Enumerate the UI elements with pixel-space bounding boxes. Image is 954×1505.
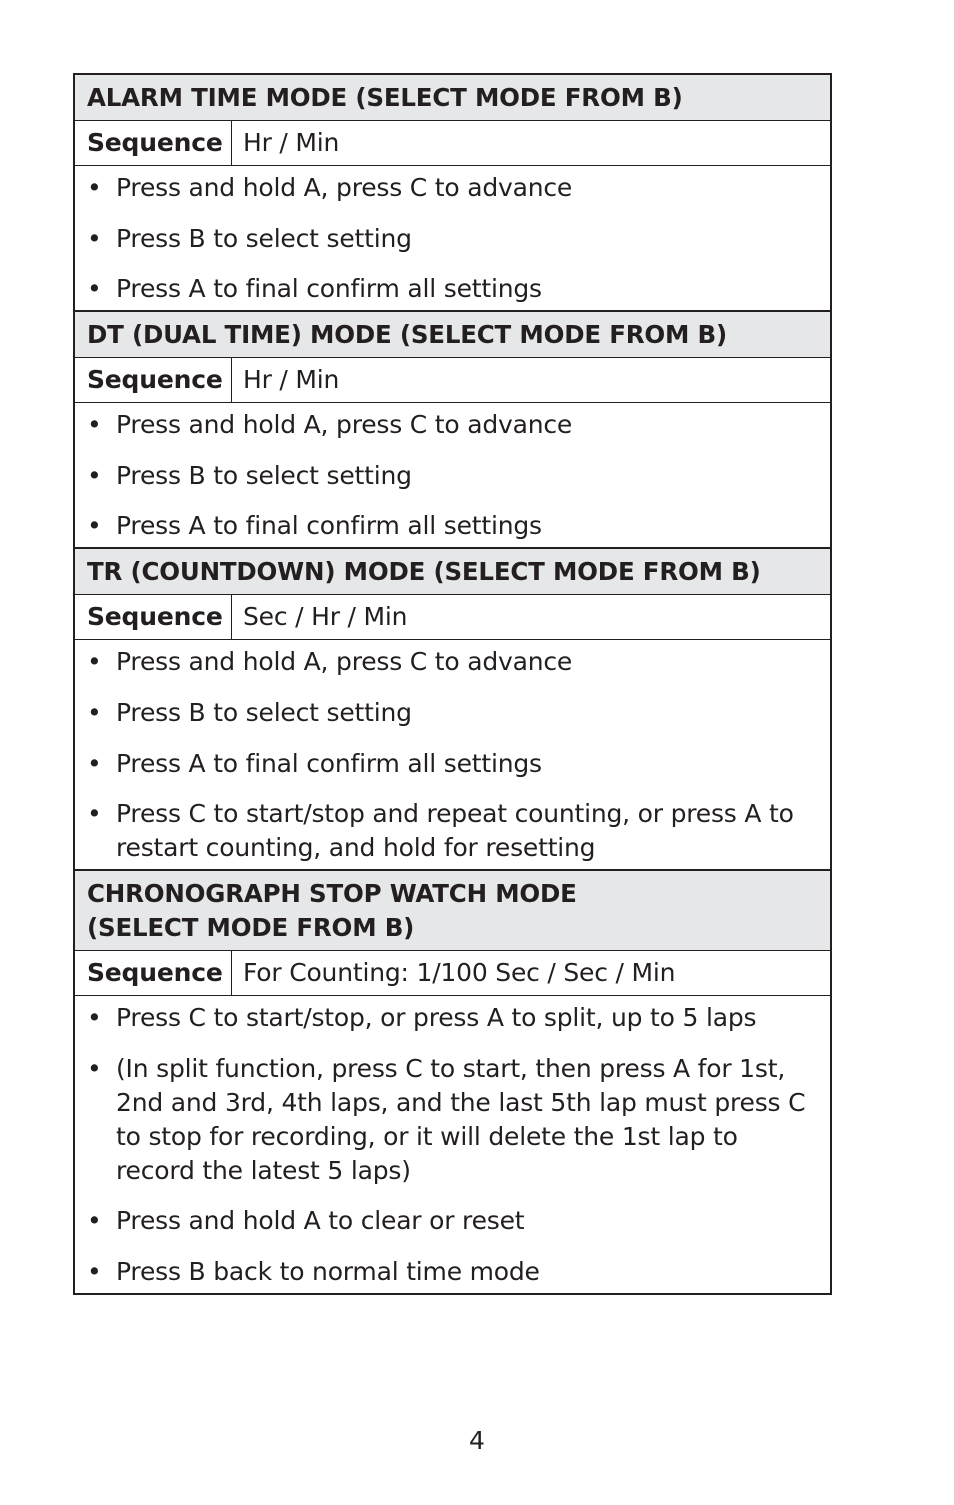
instruction-text: Press A to final confirm all settings xyxy=(116,511,542,541)
bullet-icon: • xyxy=(87,460,102,490)
instruction-item xyxy=(87,272,818,306)
section-header xyxy=(75,312,830,358)
instruction-text: Press and hold A to clear or reset xyxy=(116,1206,525,1236)
bullet-icon: • xyxy=(87,1053,102,1083)
instruction-item xyxy=(87,797,818,865)
sequence-value: For Counting: 1/100 Sec / Sec / Min xyxy=(243,958,676,988)
section-title: (SELECT MODE FROM B) xyxy=(87,913,415,943)
instruction-text: Press and hold A, press C to advance xyxy=(116,173,573,202)
instruction-text: Press B back to normal time mode xyxy=(116,1256,540,1286)
instruction-text: Press C to start/stop, or press A to split, up to 5 laps xyxy=(116,1003,757,1033)
section-header xyxy=(75,549,830,595)
instruction-list xyxy=(75,640,830,871)
instruction-item xyxy=(87,509,818,543)
bullet-icon: • xyxy=(87,274,102,304)
instruction-text: Press A to final confirm all settings xyxy=(116,748,542,778)
instruction-text: Press and hold A, press C to advance xyxy=(116,647,573,677)
bullet-icon: • xyxy=(87,410,102,440)
instruction-item xyxy=(87,1204,818,1238)
sequence-label: Sequence xyxy=(75,358,232,402)
bullet-icon: • xyxy=(87,223,102,253)
section-chronograph-mode xyxy=(75,871,830,1293)
sequence-label: Sequence xyxy=(75,595,232,639)
instruction-item xyxy=(87,747,818,781)
instruction-item xyxy=(87,171,818,205)
instruction-item xyxy=(87,408,818,442)
instruction-text: Press C to start/stop and repeat counting, or press A to restart counting, and hold for resetting xyxy=(116,799,794,863)
instruction-item xyxy=(87,222,818,256)
instruction-item xyxy=(87,1255,818,1289)
section-title: ALARM TIME MODE (SELECT MODE FROM B) xyxy=(87,83,683,112)
instruction-text: Press A to final confirm all settings xyxy=(116,274,542,304)
sequence-value: Hr / Min xyxy=(243,128,340,157)
instruction-text: Press B to select setting xyxy=(116,460,412,490)
instruction-text: Press and hold A, press C to advance xyxy=(116,410,573,440)
instruction-text: Press B to select setting xyxy=(116,697,412,727)
instruction-item xyxy=(87,645,818,679)
bullet-icon: • xyxy=(87,799,102,829)
section-alarm-time-mode xyxy=(75,75,830,312)
section-countdown-mode xyxy=(75,549,830,871)
section-header xyxy=(75,871,830,951)
bullet-icon: • xyxy=(87,511,102,541)
sequence-row xyxy=(75,121,830,166)
bullet-icon: • xyxy=(87,748,102,778)
section-title: TR (COUNTDOWN) MODE (SELECT MODE FROM B) xyxy=(87,557,761,587)
instruction-item xyxy=(87,1001,818,1035)
instruction-list xyxy=(75,996,830,1293)
sequence-value: Hr / Min xyxy=(243,365,340,395)
instruction-item xyxy=(87,1052,818,1188)
instruction-item xyxy=(87,696,818,730)
bullet-icon: • xyxy=(87,1256,102,1286)
sequence-row xyxy=(75,595,830,640)
sequence-row xyxy=(75,951,830,996)
bullet-icon: • xyxy=(87,1003,102,1033)
mode-instructions-table xyxy=(73,73,832,1295)
bullet-icon: • xyxy=(87,1206,102,1236)
instruction-item xyxy=(87,459,818,493)
section-title: CHRONOGRAPH STOP WATCH MODE xyxy=(87,879,577,909)
sequence-label: Sequence xyxy=(75,951,232,995)
instruction-text: (In split function, press C to start, then press A for 1st, 2nd and 3rd, 4th laps, and the last 5th lap must press C to stop for recording, or it will delete the 1st lap to record the latest 5 laps) xyxy=(116,1053,806,1185)
section-header xyxy=(75,75,830,121)
sequence-row xyxy=(75,358,830,403)
instruction-list xyxy=(75,403,830,549)
instruction-text: Press B to select setting xyxy=(116,223,412,253)
bullet-icon: • xyxy=(87,647,102,677)
bullet-icon: • xyxy=(87,173,102,202)
bullet-icon: • xyxy=(87,697,102,727)
sequence-label: Sequence xyxy=(75,121,232,165)
page-number: 4 xyxy=(469,1426,485,1455)
instruction-list xyxy=(75,166,830,312)
sequence-value: Sec / Hr / Min xyxy=(243,602,408,632)
section-title: DT (DUAL TIME) MODE (SELECT MODE FROM B) xyxy=(87,320,728,350)
section-dual-time-mode xyxy=(75,312,830,549)
